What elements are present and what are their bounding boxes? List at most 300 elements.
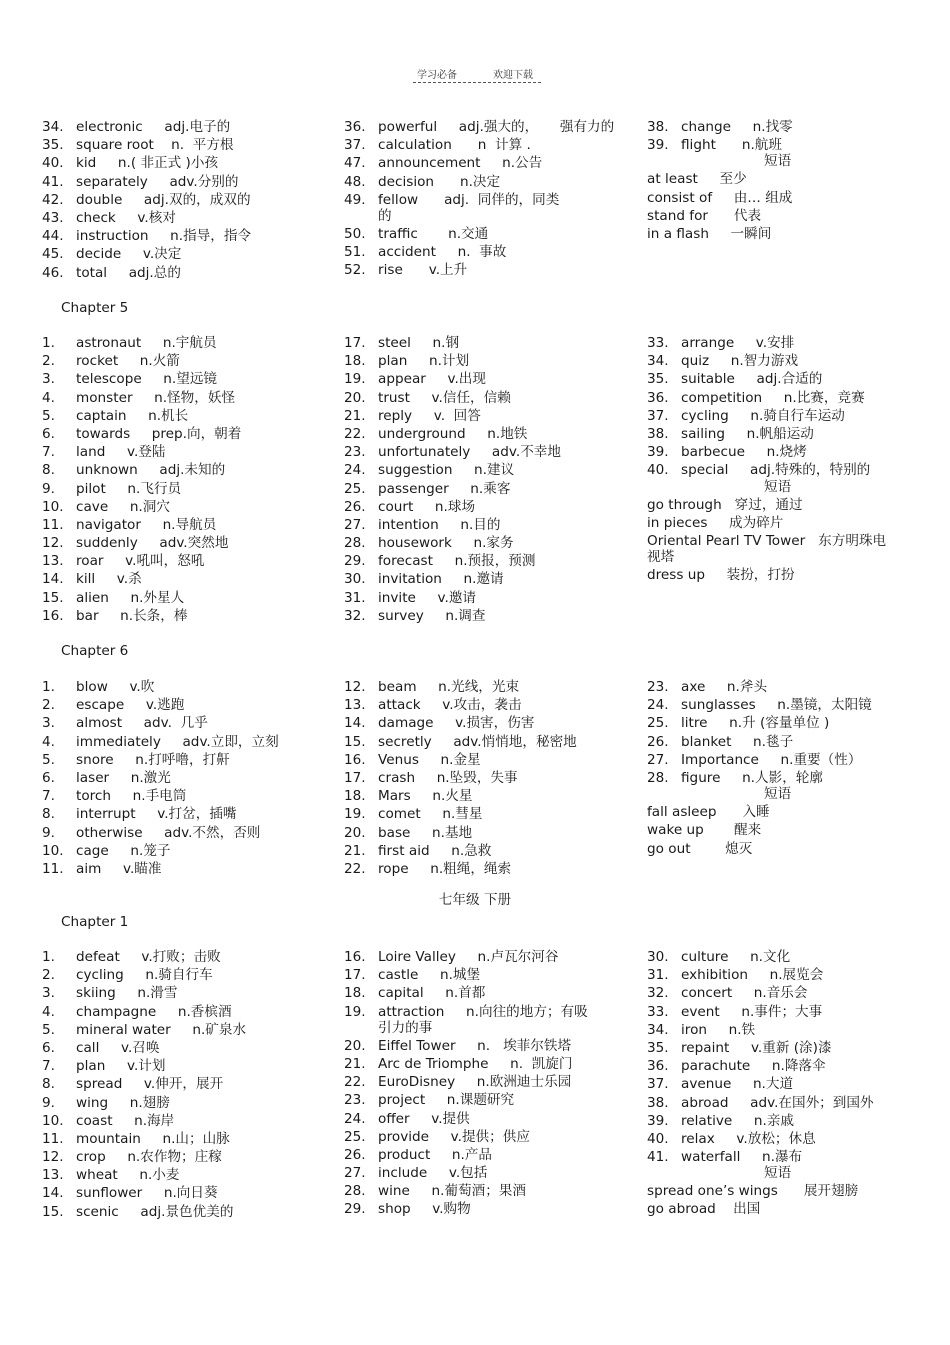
entry-text: in pieces 成为碎片 <box>647 514 784 531</box>
entry-number: 33. <box>647 335 669 351</box>
entry-text: decision n.决定 <box>378 173 501 190</box>
entry-text: electronic adj.电子的 <box>76 119 231 135</box>
entry-text: beam n.光线，光束 <box>378 679 520 695</box>
entry-text: relax v.放松；休息 <box>681 1130 816 1147</box>
entry-number: 19. <box>344 1003 366 1020</box>
entry-number: 13. <box>42 553 64 570</box>
vocab-entry <box>42 1130 342 1148</box>
vocab-entry <box>42 1184 342 1202</box>
vocab-entry <box>42 352 342 370</box>
entry-text: culture n.文化 <box>681 949 791 965</box>
entry-number: 39. <box>647 1112 669 1129</box>
entry-text: suitable adj.合适的 <box>681 371 823 388</box>
entry-number: 32. <box>647 985 669 1002</box>
entry-text: exhibition n.展览会 <box>681 967 824 984</box>
entry-text: crash n.坠毁，失事 <box>378 769 518 786</box>
phrase-entry <box>647 207 947 225</box>
entry-number: 50. <box>344 225 366 242</box>
entry-number: 14. <box>42 571 64 588</box>
phrase-entry <box>647 840 947 858</box>
vocab-entry <box>42 678 342 696</box>
entry-number: 39. <box>647 137 669 154</box>
vocab-entry <box>344 516 644 534</box>
entry-text: in a flash 一瞬间 <box>647 225 772 242</box>
entry-number: 15. <box>344 733 366 750</box>
vocab-entry <box>647 714 947 732</box>
entry-text: include v.包括 <box>378 1165 488 1182</box>
entry-number: 40. <box>647 462 669 479</box>
entry-text: Mars n.火星 <box>378 788 473 805</box>
entry-text: sunflower n.向日葵 <box>76 1185 218 1202</box>
entry-text: spread one’s wings 展开翅膀 <box>647 1183 859 1200</box>
header-left: 学习必备 <box>417 70 457 81</box>
vocab-entry <box>42 1003 342 1021</box>
entry-text: blanket n.毯子 <box>681 733 794 750</box>
vocab-entry <box>42 1075 342 1093</box>
entry-number: 18. <box>344 788 366 805</box>
entry-number: 21. <box>344 1055 366 1072</box>
vocab-entry <box>647 1148 947 1166</box>
entry-continuation <box>344 209 644 225</box>
entry-number: 43. <box>42 209 64 226</box>
entry-text: concert n.音乐会 <box>681 985 808 1002</box>
entry-text: telescope n.望远镜 <box>76 371 218 388</box>
vocab-entry <box>42 425 342 443</box>
entry-number: 23. <box>647 679 669 695</box>
entry-number: 22. <box>344 1074 366 1091</box>
entry-number: 40. <box>647 1130 669 1147</box>
vocab-entry <box>42 136 342 154</box>
entry-number: 4. <box>42 389 55 406</box>
entry-number: 2. <box>42 967 55 984</box>
entry-number: 15. <box>42 589 64 606</box>
entry-text: square root n. 平方根 <box>76 137 234 154</box>
entry-text: provide v.提供；供应 <box>378 1128 530 1145</box>
vocab-entry <box>647 1003 947 1021</box>
entry-text: total adj.总的 <box>76 264 181 281</box>
vocab-entry <box>344 984 644 1002</box>
entry-number: 7. <box>42 444 55 461</box>
phrase-entry <box>647 1182 947 1200</box>
column-1 <box>42 118 342 282</box>
entry-text: captain n.机长 <box>76 407 189 424</box>
entry-number: 52. <box>344 262 366 279</box>
vocab-entry <box>344 751 644 769</box>
entry-text: event n.事件；大事 <box>681 1003 823 1020</box>
vocab-entry <box>647 370 947 388</box>
entry-number: 9. <box>42 1094 55 1111</box>
vocab-entry <box>344 425 644 443</box>
entry-text: towards prep.向，朝着 <box>76 425 242 442</box>
entry-number: 22. <box>344 860 366 877</box>
entry-number: 35. <box>42 137 64 154</box>
entry-text: call v.召唤 <box>76 1039 160 1056</box>
vocab-entry <box>344 407 644 425</box>
entry-text: waterfall n.瀑布 <box>681 1149 803 1166</box>
vocab-entry <box>647 425 947 443</box>
vocab-entry <box>647 1094 947 1112</box>
vocab-entry <box>344 1055 644 1073</box>
entry-number: 3. <box>42 715 55 732</box>
vocab-entry <box>344 1200 644 1218</box>
entry-text: almost adv. 几乎 <box>76 715 208 732</box>
entry-number: 5. <box>42 1021 55 1038</box>
entry-number: 14. <box>344 715 366 732</box>
entry-text: repaint v.重新 (涂)漆 <box>681 1039 832 1056</box>
entry-number: 17. <box>344 769 366 786</box>
entry-text: comet n.彗星 <box>378 806 483 823</box>
vocab-entry <box>344 1164 644 1182</box>
entry-text: roar v.吼叫，怒吼 <box>76 553 205 570</box>
entry-number: 3. <box>42 371 55 388</box>
entry-number: 8. <box>42 462 55 479</box>
phrase-entry <box>647 532 947 550</box>
vocab-entry <box>344 1037 644 1055</box>
entry-text: 短语 <box>764 786 792 803</box>
vocab-entry <box>42 1166 342 1184</box>
entry-text: go through 穿过，通过 <box>647 496 803 513</box>
entry-number: 11. <box>42 1130 64 1147</box>
column-3 <box>647 678 947 858</box>
vocab-entry <box>42 209 342 227</box>
vocab-entry <box>42 1039 342 1057</box>
entry-number: 17. <box>344 967 366 984</box>
phrase-entry <box>647 803 947 821</box>
entry-text: mineral water n.矿泉水 <box>76 1021 247 1038</box>
entry-text: Arc de Triomphe n. 凯旋门 <box>378 1055 573 1072</box>
entry-text: announcement n.公告 <box>378 155 543 172</box>
column-2 <box>344 678 644 878</box>
entry-text: pilot n.飞行员 <box>76 480 182 497</box>
phrase-entry <box>647 821 947 839</box>
vocab-entry <box>344 1110 644 1128</box>
vocab-entry <box>344 261 644 279</box>
entry-number: 6. <box>42 425 55 442</box>
vocab-entry <box>647 443 947 461</box>
entry-number: 23. <box>344 444 366 461</box>
entry-text: go abroad 出国 <box>647 1201 761 1218</box>
entry-number: 7. <box>42 788 55 805</box>
entry-number: 1. <box>42 335 55 351</box>
vocab-entry <box>42 389 342 407</box>
entry-text: first aid n.急救 <box>378 842 492 859</box>
entry-number: 33. <box>647 1003 669 1020</box>
column-1 <box>42 678 342 878</box>
vocab-entry <box>42 334 342 352</box>
entry-number: 49. <box>344 191 366 208</box>
entry-number: 25. <box>344 480 366 497</box>
entry-number: 15. <box>42 1203 64 1220</box>
vocab-entry <box>344 191 644 209</box>
vocab-entry <box>42 227 342 245</box>
vocab-entry <box>344 589 644 607</box>
entry-text: steel n.钢 <box>378 335 460 351</box>
entry-text: astronaut n.宇航员 <box>76 335 217 351</box>
entry-text: flight n.航班 <box>681 137 782 154</box>
entry-number: 30. <box>647 949 669 965</box>
column-1 <box>42 948 342 1221</box>
vocab-entry <box>42 1203 342 1221</box>
vocab-entry <box>344 534 644 552</box>
entry-text: parachute n.降落伞 <box>681 1058 826 1075</box>
vocab-entry <box>647 1057 947 1075</box>
header-rule <box>413 82 541 83</box>
vocab-entry <box>344 461 644 479</box>
entry-number: 10. <box>42 498 64 515</box>
entry-number: 41. <box>42 173 64 190</box>
entry-number: 29. <box>344 1201 366 1218</box>
entry-text: litre n.升 (容量单位 ) <box>681 715 830 732</box>
entry-text: rocket n.火箭 <box>76 353 180 370</box>
vocab-entry <box>42 498 342 516</box>
entry-text: relative n.亲戚 <box>681 1112 795 1129</box>
entry-text: at least 至少 <box>647 171 747 188</box>
entry-text: Importance n.重要（性） <box>681 751 862 768</box>
entry-text: otherwise adv.不然，否则 <box>76 824 261 841</box>
entry-number: 51. <box>344 244 366 261</box>
entry-number: 34. <box>647 1021 669 1038</box>
column-2 <box>344 334 644 625</box>
entry-text: 短语 <box>764 1165 792 1182</box>
vocab-entry <box>42 370 342 388</box>
entry-text: dress up 装扮，打扮 <box>647 567 795 584</box>
entry-text: scenic adj.景色优美的 <box>76 1203 234 1220</box>
chapter-5-heading: Chapter 5 <box>61 300 129 316</box>
vocab-entry <box>42 842 342 860</box>
entry-text: EuroDisney n.欧洲迪士乐园 <box>378 1074 572 1091</box>
vocab-entry <box>344 1073 644 1091</box>
entry-text: castle n.城堡 <box>378 967 481 984</box>
vocab-entry <box>647 352 947 370</box>
entry-number: 22. <box>344 425 366 442</box>
entry-text: capital n.首都 <box>378 985 486 1002</box>
vocab-entry <box>344 225 644 243</box>
entry-number: 10. <box>42 842 64 859</box>
vocab-entry <box>344 842 644 860</box>
entry-text: land v.登陆 <box>76 444 166 461</box>
vocab-entry <box>42 264 342 282</box>
entry-text: special adj.特殊的，特别的 <box>681 462 871 479</box>
chapter-6-heading: Chapter 6 <box>61 643 129 659</box>
entry-text: damage v.损害，伤害 <box>378 715 535 732</box>
vocab-entry <box>42 966 342 984</box>
vocab-entry <box>647 1021 947 1039</box>
entry-text: aim v.瞄准 <box>76 860 162 877</box>
entry-number: 41. <box>647 1149 669 1166</box>
entry-text: attraction n.向往的地方；有吸 <box>378 1003 588 1020</box>
vocab-entry <box>647 334 947 352</box>
vocab-entry <box>42 751 342 769</box>
vocab-entry <box>344 352 644 370</box>
phrase-subheading <box>647 154 947 170</box>
grade-title: 七年级 下册 <box>438 892 512 908</box>
entry-text: survey n.调查 <box>378 607 486 624</box>
vocab-entry <box>42 714 342 732</box>
entry-text: court n.球场 <box>378 498 476 515</box>
entry-number: 34. <box>647 353 669 370</box>
entry-text: cage n.笼子 <box>76 842 171 859</box>
entry-text: plan v.计划 <box>76 1058 166 1075</box>
entry-text: 短语 <box>764 153 792 170</box>
entry-number: 13. <box>42 1167 64 1184</box>
entry-text: trust v.信任，信赖 <box>378 389 511 406</box>
entry-number: 36. <box>647 389 669 406</box>
entry-text: calculation n 计算 . <box>378 137 531 154</box>
entry-continuation <box>647 550 947 566</box>
vocab-entry <box>647 1075 947 1093</box>
entry-text: offer v.提供 <box>378 1110 470 1127</box>
vocab-entry <box>42 480 342 498</box>
entry-text: cave n.洞穴 <box>76 498 170 515</box>
entry-text: forecast n.预报，预测 <box>378 553 536 570</box>
entry-number: 10. <box>42 1112 64 1129</box>
entry-text: wake up 醒来 <box>647 822 762 839</box>
vocab-entry <box>344 498 644 516</box>
vocab-entry <box>42 733 342 751</box>
entry-text: cycling n.骑自行车 <box>76 967 213 984</box>
entry-text: barbecue n.烧烤 <box>681 444 807 461</box>
entry-number: 8. <box>42 806 55 823</box>
vocab-entry <box>647 966 947 984</box>
entry-number: 28. <box>344 535 366 552</box>
entry-text: change n.找零 <box>681 119 793 135</box>
vocab-entry <box>344 243 644 261</box>
entry-number: 5. <box>42 751 55 768</box>
entry-text: decide v.决定 <box>76 246 182 263</box>
entry-text: accident n. 事故 <box>378 244 507 261</box>
vocab-entry <box>647 769 947 787</box>
entry-text: wine n.葡萄酒；果酒 <box>378 1183 526 1200</box>
entry-number: 16. <box>42 607 64 624</box>
entry-text: quiz n.智力游戏 <box>681 353 799 370</box>
entry-text: 的 <box>378 207 392 224</box>
phrase-subheading <box>647 480 947 496</box>
entry-text: intention n.目的 <box>378 516 501 533</box>
entry-continuation <box>344 1021 644 1037</box>
vocab-entry <box>42 1112 342 1130</box>
entry-number: 2. <box>42 353 55 370</box>
entry-number: 18. <box>344 985 366 1002</box>
vocab-entry <box>42 948 342 966</box>
vocab-entry <box>344 948 644 966</box>
vocab-entry <box>344 733 644 751</box>
column-1 <box>42 334 342 625</box>
vocab-entry <box>42 1148 342 1166</box>
entry-text: sunglasses n.墨镜，太阳镜 <box>681 697 872 714</box>
entry-number: 46. <box>42 264 64 281</box>
entry-number: 38. <box>647 1094 669 1111</box>
entry-text: iron n.铁 <box>681 1021 756 1038</box>
entry-text: alien n.外星人 <box>76 589 185 606</box>
vocab-entry <box>42 173 342 191</box>
entry-text: fellow adj. 同伴的，同类 <box>378 191 560 208</box>
entry-number: 37. <box>647 407 669 424</box>
entry-number: 3. <box>42 985 55 1002</box>
entry-number: 29. <box>344 553 366 570</box>
entry-text: escape v.逃跑 <box>76 697 185 714</box>
entry-number: 12. <box>344 679 366 695</box>
entry-text: Loire Valley n.卢瓦尔河谷 <box>378 949 559 965</box>
vocab-entry <box>344 787 644 805</box>
entry-number: 9. <box>42 824 55 841</box>
entry-text: wheat n.小麦 <box>76 1167 180 1184</box>
entry-number: 11. <box>42 516 64 533</box>
entry-text: Eiffel Tower n. 埃菲尔铁塔 <box>378 1037 572 1054</box>
entry-text: navigator n.导航员 <box>76 516 217 533</box>
entry-number: 18. <box>344 353 366 370</box>
entry-text: 视塔 <box>647 549 675 566</box>
vocab-entry <box>647 461 947 479</box>
entry-text: skiing n.滑雪 <box>76 985 178 1002</box>
vocab-entry <box>42 1021 342 1039</box>
entry-number: 16. <box>344 949 366 965</box>
vocab-entry <box>344 480 644 498</box>
vocab-entry <box>647 1112 947 1130</box>
entry-text: check v.核对 <box>76 209 176 226</box>
vocab-entry <box>42 824 342 842</box>
entry-text: Oriental Pearl TV Tower 东方明珠电 <box>647 532 887 549</box>
entry-number: 37. <box>344 137 366 154</box>
entry-number: 24. <box>344 1110 366 1127</box>
entry-text: champagne n.香槟酒 <box>76 1003 232 1020</box>
vocab-entry <box>42 769 342 787</box>
entry-text: traffic n.交通 <box>378 225 489 242</box>
entry-number: 45. <box>42 246 64 263</box>
vocab-entry <box>344 1146 644 1164</box>
entry-text: project n.课题研究 <box>378 1092 515 1109</box>
column-2 <box>344 948 644 1219</box>
entry-number: 1. <box>42 679 55 695</box>
entry-text: separately adv.分别的 <box>76 173 239 190</box>
entry-number: 34. <box>42 119 64 135</box>
entry-number: 23. <box>344 1092 366 1109</box>
column-3 <box>647 334 947 584</box>
entry-number: 16. <box>344 751 366 768</box>
vocab-entry <box>344 714 644 732</box>
entry-text: rope n.粗绳，绳索 <box>378 860 512 877</box>
entry-text: base n.基地 <box>378 824 473 841</box>
entry-number: 40. <box>42 155 64 172</box>
chapter-1-heading: Chapter 1 <box>61 914 129 930</box>
entry-text: defeat v.打败；击败 <box>76 949 221 965</box>
column-3 <box>647 948 947 1219</box>
entry-text: kid n.( 非正式 )小孩 <box>76 155 219 172</box>
vocab-entry <box>344 118 644 136</box>
entry-text: invitation n.邀请 <box>378 571 504 588</box>
entry-text: powerful adj.强大的， 强有力的 <box>378 119 615 135</box>
entry-number: 28. <box>647 769 669 786</box>
entry-text: invite v.邀请 <box>378 589 477 606</box>
entry-text: snore n.打呼噜，打鼾 <box>76 751 230 768</box>
entry-text: double adj.双的，成双的 <box>76 191 251 208</box>
entry-text: go out 熄灭 <box>647 840 753 857</box>
entry-number: 24. <box>647 697 669 714</box>
vocab-entry <box>42 245 342 263</box>
vocab-entry <box>344 570 644 588</box>
entry-number: 31. <box>344 589 366 606</box>
entry-text: product n.产品 <box>378 1146 493 1163</box>
entry-number: 20. <box>344 1037 366 1054</box>
entry-number: 11. <box>42 860 64 877</box>
entry-number: 26. <box>344 498 366 515</box>
entry-number: 38. <box>647 119 669 135</box>
vocab-entry <box>344 370 644 388</box>
entry-text: avenue n.大道 <box>681 1076 794 1093</box>
vocab-entry <box>42 552 342 570</box>
entry-number: 4. <box>42 733 55 750</box>
entry-text: suddenly adv.突然地 <box>76 535 229 552</box>
entry-number: 12. <box>42 1149 64 1166</box>
